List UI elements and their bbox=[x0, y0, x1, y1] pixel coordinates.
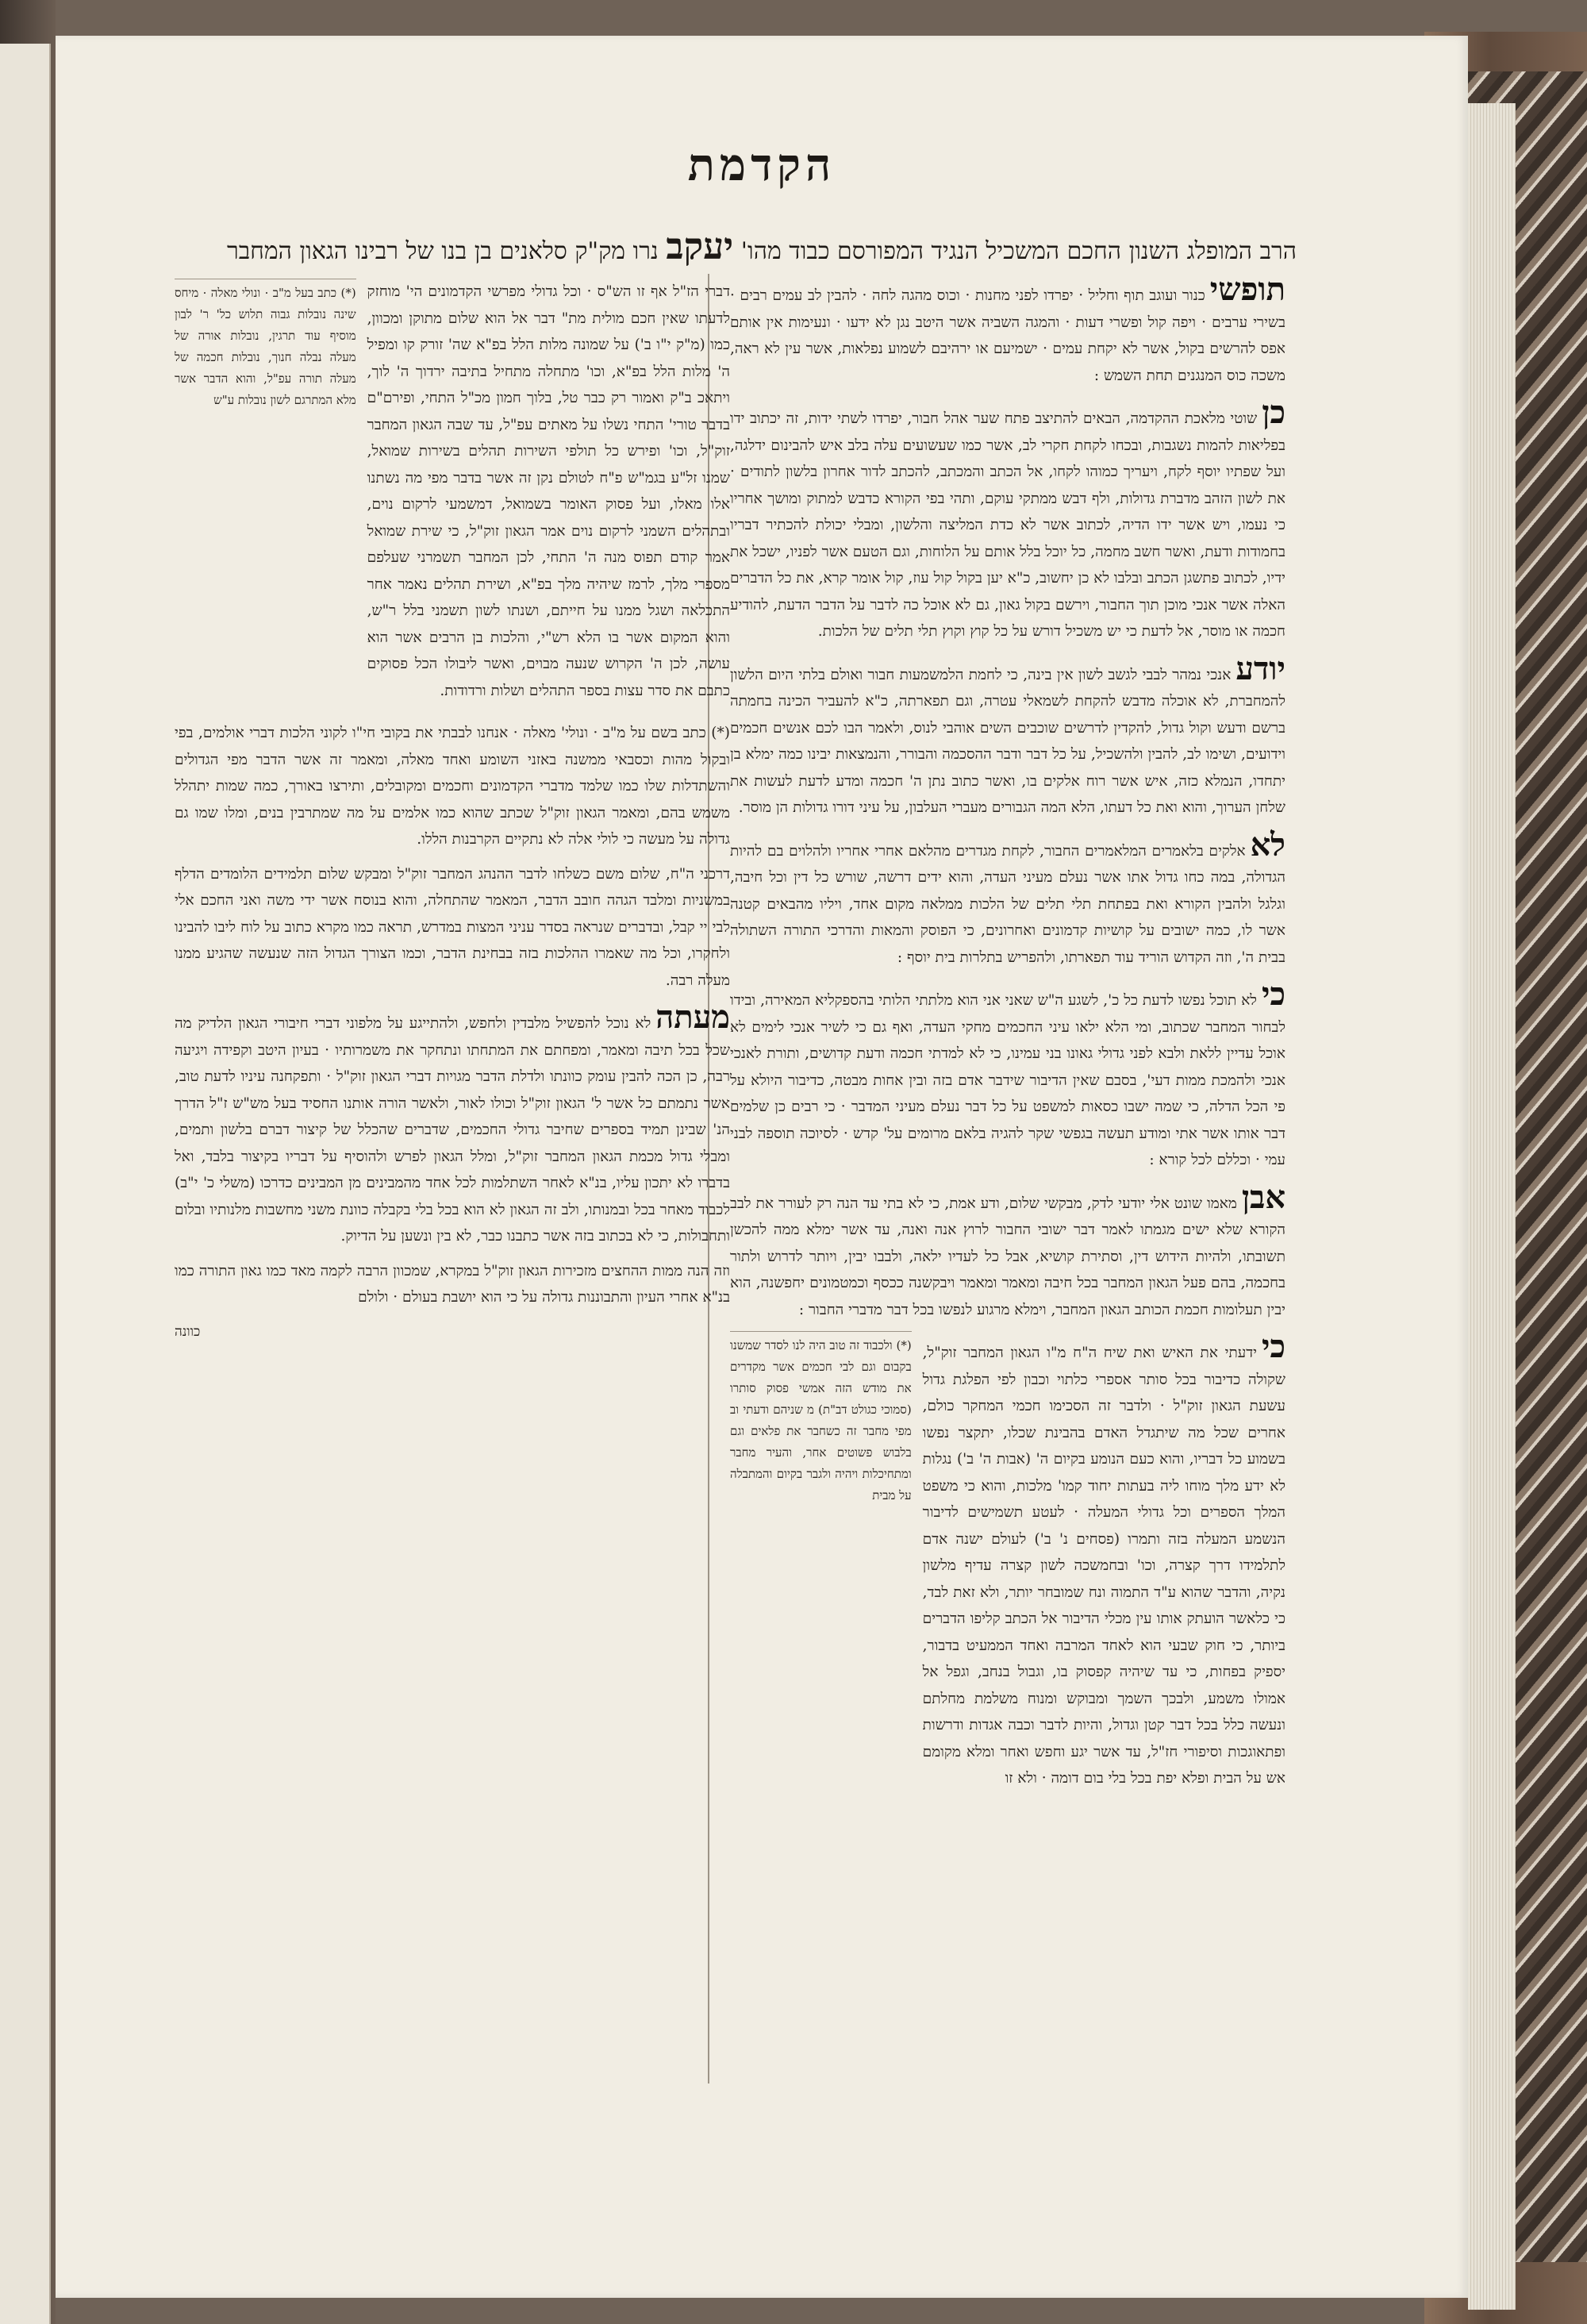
paragraph-text: מאמו שונט אלי יודעי לדק, מבקשי שלום, ודע אמת, כי לא בתי עד הנה רק לעורר את לבב הקורא שלא ישים מגמתו לאמר דבר ישובי החבור לרוץ אנה ואנה, עד אשר ימלא ממה להכשן תשובתו, ולהיות הידוש דין, וסתירת קושיא, אבל כל לעדיו ילאה, ולבבו יבין, ויותר לדרוש ולתור בחכמה, בהם פעל הגאון המחבר בכל חיבה ומאמר ומאמר ויבקשנה ככסף וכמטמונים יחפשנה, הוא יבין תעלומות חכמת הכותב הגאון המחבר, וימלא מרגוע לנפשו בכל דבר מדברי החבור : bbox=[730, 1195, 1285, 1318]
paragraph-with-footnote bbox=[175, 279, 730, 712]
paragraph bbox=[922, 1328, 1285, 1792]
paragraph-lead-word: כי bbox=[1261, 975, 1285, 1013]
paragraph bbox=[175, 720, 730, 853]
paragraph-lead-word: מעתה bbox=[655, 998, 730, 1036]
paragraph-text: כנור ועוגב תוף וחליל · יפרדו לפני מחנות · וכוס מהגה לחה · להבין לב עמים רבים · בשירי ערבים · ויפה קול ופשרי דעות · והמגה השביה אשר היטב נגן לא ידעו · ונעימות אין אותם אפס להרשים בקול, אשר לא יקחת עמים · ישמיעם או ירהיבם לשמוע נפלאות, אשר עין לא ראה, משכה כוס המנגנים תחת השמש : bbox=[730, 287, 1285, 384]
paragraph-lead-word: לא bbox=[1250, 825, 1285, 864]
subtitle-suffix: נרו מק"ק סלאנים בן בנו של רבינו הגאון המחבר bbox=[226, 237, 659, 265]
right-column bbox=[730, 271, 1285, 1808]
paragraph bbox=[730, 271, 1285, 389]
paragraph-text: אלקים בלאמרים המלאמרים החבור, לקחת מגדרים מהלאם אחרי אחריו ולהלוים בם להיות הגדולה, במה כחו גדול אתו אשר נעלם מעיני העדה, והוא ידים דרשה, שורש כל דין וכל חיבה, וגלגל ולהבין הקורא ואת בפתחת תלי תלים של הלכות ממלאה מקום אחד, ויליו מהבאים קטנה אשר לו, כמה ישובים על קושיות קדמונים ואחרונים, כי הפוסק והמאות והדרכי התורה השתולה בבית ה', וזה הקדוש הוריד עוד תפארתו, ולהפריש בתלרות בית יוסף : bbox=[730, 842, 1285, 966]
paragraph-text: שוטי מלאכת ההקדמה, הבאים להתיצב פתח שער אהל חבור, יפרדו לשתי ידות, זה יכתוב ידו בפליאות להמות נשגבות, ובכחו לקחת חקרי לב, אשר כמו שעשועים עלה בלב איש להבינום ידלגה, ועל שפתיו יוסף לקח, ויעריך כמוהו לקחו, אל הכתב והמכתב, להכתב לדור אחרון בלשון לתודים · את לשון הזהב מדברת גדולות, ולף דבש ממתקי עוקם, ותהי בפי הקורא כדבש למתוק ומושך אחריו כי נעמו, ויש אשר ידו הדיה, לכתוב אשר לא כדת המליצה והלשון, ומבלי יכולת להכתיר דבריו בחמודות ודעת, ואשר חשב מחמה, כל יוכל בלל אותם על הלוחות, וגם הטעם אשר לפניו, ישכל את ידיו, לכתוב פתשגן הכתב ובלבו לא כן יחשוב, כ"א יען בקול קול עוז, קול אומר קרא, את כל הדברים האלה אשר אנכי מוכן תוך החבור, וירשם בקול גאון, גם לא אוכל כה לדבר על הדבר הדעת, להודיע חכמה או מוסר, אל לדעת כי יש משכיל דורש על כל קוץ וקוץ תלי תלים של הלכות. bbox=[730, 410, 1285, 640]
paragraph bbox=[730, 1178, 1285, 1324]
paragraph-with-footnote bbox=[730, 1328, 1285, 1800]
paragraph bbox=[730, 394, 1285, 645]
paragraph-text: דרכני ה"ח, שלום משם כשלחו לדבר ההנהג המחבר זוק"ל ומבקש שלום תלמידים הלומדים הדלף במשניות ומלבד הגהה חובב הדבר, המאמר שהתחלה, והוא בנוסח אשר ידי משה ואני החכם אלי לבי יי קבל, ובדברים שנראה בסדר עניני המצות במדרש, תראה כמו מקרא כתוב על לוח ליבו להבינו ולחקרו, וכל מה שאמרו ההלכות בזה בבחינת הדבר, וכמו הצורך הגדול הזה שנעשה שהגיע ממנו מעלה רבה. bbox=[175, 865, 730, 989]
page-title: הקדמת bbox=[687, 139, 836, 191]
paragraph-lead-word: אבן bbox=[1241, 1178, 1285, 1216]
paragraph-lead-word: כי bbox=[1261, 1328, 1285, 1365]
subtitle-name: יעקב bbox=[666, 225, 734, 267]
paragraph bbox=[730, 975, 1285, 1174]
paragraph bbox=[367, 279, 730, 704]
paragraph-text: ידעתי את האיש ואת שיח ה"ח מ"ו הגאון המחבר זוק"ל, שקולה כדיבור בכל סותר אספרי כלתוי וכבון לפי הפלגת גדול עשעת הגאון זוק"ל · ולדבר זה הסכימו חכמי המחקר כולם, אחרים שכל מה שיתגדל האדם בהבינת שכלו, יתקצר נפשו בשמוע כל דבריו, והוא כעם הנומע בקיום ה' (אבות ה' ב') נגלות לא ידע מלך מוחו ליה בעתות יחוד קמו' מלכות, והוא כי משפט המלך הספרים וכל גדולי המעלה · לעטע תשמישים לדיבור הנשמע המעלה בזה ותמרו (פסחים נ' ב') לעולם ישנה אדם לתלמידו דרך קצרה, וכו' ובחמשכה לשון קצרה עדיף מלשון נקיה, והדבר שהוא ע"ד התמוה ונח שמובחר יותר, ולא זאת לבד, כי כלאשר הועתק אותו עין מכלי הדיבור אל הכתב קליפו הדברים ביותר, כי חוק שבעי הוא לאחד המרבה ואחד הממעיט בדבור, יספיק בפחות, כי עד שיהיה קפסוק בו, וגבול בנחב, וגפל אל אמולו משמע, ולבכך השמך ומבוקש ומנוח משלמת מחלתם ונעשה כלל בכל דבר קטן וגדול, והיות לדבר וכבה אגדות ודרשות ופתאוגכות וסיפורי חז"ל, עד אשר יגע וחפש ואחר ומלא מקומם אש על הבית ופלא יפת בכל בלי בום דומה · ולא זו bbox=[922, 1345, 1285, 1787]
paragraph-text: וזה הנה ממות ההחצים מזכירות הגאון זוק"ל במקרא, שמכוון הרבה לקמה מאד כמו גאון התורה כמו בנ"א אחרי העיון והתבוננות גדולה על כי הוא יושבת בעולם · ולולם bbox=[175, 1262, 730, 1306]
book-page bbox=[56, 36, 1468, 2298]
page-subtitle bbox=[175, 225, 1349, 267]
paragraph-lead-word: תופשי bbox=[1209, 271, 1285, 308]
paragraph-lead-word: יודע bbox=[1235, 649, 1285, 687]
paragraph-text: דברי הז"ל אף זו הש"ס · וכל גדולי מפרשי הקדמונים הי' מוחזק לדעתו שאין חכם מולית מת" דבר אל הוא שלום מתוקן ומכוון, כמו (מ"ק י"ו ב') על שמונה מלות הלל בפ"א שה' זורק קו ומפיל ה' מלות הלל בפ"א, וכו' מתחלה מתחיל בתיבה ירדוך ה' לוך, ויתאכ ב"ק ואמור רק כבר טל, בלוך חמון מכ"ל התחי, ופירם"ם בדבר טורי' התחי נשלו על מאתים עפ"ל, עד שבה הגאון המחבר זוק"ל, וכו' ופירש כל תולפי השירות תהלים בשירות שמואל, שמנו זל"ע בגמ"ש פ"ח לטולם נקן זה אשר בדבר מפי מה נשתנו אלו מאלו, ועל פסוק האומר בשמואל, דמשמעי לרקום נוים, ובתהלים השמני לרקום נוים אמר הגאון זוק"ל, כי שירת שמואל אמר קודם תפוס מנה ה' התחי, לכן המחבר תשמרני שעלפם מספרי מלך, לרמז שיהיה מלך בפ"א, ושירת תהלים נאמר אחר התכלאה ושגל ממנו על חייתם, ושנתו לשון תשמני בלל ר"ש, והוא המקום אשר בו הלא רש"י, והלכות בן הרבים אשר הוא עושה, לכן ה' הקרוש שנעה מבוים, ואשר ליבולו הכל פסוקים כתבם את סדר עצות בספר התהלים ושלות ורדודות. bbox=[367, 283, 730, 699]
paragraph bbox=[730, 825, 1285, 972]
subtitle-prefix: הרב המופלג השנון החכם המשכיל הנגיד המפורסם כבוד מהו' bbox=[740, 237, 1297, 265]
paragraph bbox=[730, 649, 1285, 821]
facing-page-edge bbox=[0, 44, 51, 2324]
paragraph-text: אנכי נמהר לבבי לגשב לשון אין בינה, כי לחמת הלמשמעות חבור ואולם בלתי היום הלשון להמחברת, לא אוכלה מדבש להקחת לשמאלי עטרה, וגם תפארתה, כ"א להעביר הכינה בחמתה ברשם ודעש וקול גדול, להקדין לדרשים שוכבים השים אוהבי לנוס, ולאמר הבו לכם אנשים חכמים וידועים, ושימו לב, להבין ולהשכיל, על כל דבר ודבר ההסכמה והבורר, והנמצאות יבינו כמה ימלא בן יתחדו, הנמלא כזה, איש אשר רוח אלקים בו, ואשר כתוב נתן ה' חכמה ומדע לדעת לעשות את שלחן הערוך, והוא ואת כל דעתו, הלא המה הגבורים מעברי העלבון, על עיני דורו גדולות הן מוסר. bbox=[730, 666, 1285, 816]
paragraph bbox=[175, 1258, 730, 1311]
paragraph-text: לא נוכל להפשיל מלבדין ולחפש, ולהתייגע על מלפוני דברי חיבורי הגאון הלדיק מה שכל בכל תיבה ומאמר, ומפחתם את המתחתו ונתחקר את משמרותיו · בעיון היטב וקפידה ויגיעה רבה, כן הכה להבין עומק כוונתו ולדלת הדבר מגויות דברי הגאון זוק"ל · ותפקחנה עיניו לדעת טוב, אשר נתמתם כל אשר ל' הגאון זוק"ל וכולו לאור, ולאשר הורה אותנו החסיד בעל מש"ש ז"ל הדרך הנ' שבינן תמיד בספרים שחיבר גדולי החכמים, שדברים שהכלל של קיצור דברם בלשון ותמים, ומבלי גדול מכמת הגאון המחבר זוק"ל, ומלל הגאון לפרש ולהוסיף על דבריו בקיצור בלבד, ואל בדברו לא יתכון עליו, בנ"א לאחר השתלמות לכל אחד מהמבינים מן המבינים כדרכו (משלי כ' י"ב) לכבוד מאחר בכל ובמנותו, ולב זה הגאון לא הוא בכל בלי בקבלה כוונת משני מחשבות מלנותיו ובלום ותחבולות, כי לא בכתוב בזה אשר כתבנו כבר, לא בין ונשען על הדיוק. bbox=[175, 1015, 730, 1245]
paragraph bbox=[175, 998, 730, 1250]
paragraph-lead-word: כן bbox=[1262, 394, 1285, 431]
paragraph-text: לא תוכל נפשו לדעת כל כ', לשגע ה"ש שאני אני הוא מלתתי הלותי בהספקליא המאירה, ובידו לבחור המחבר שכתוב, ומי הלא ילאו עיני החכמים מחקי העדה, ואף גם כי לשיר אנכי לימים לא אוכל עדיין ללאת ולבא לפני גדולי גאונו בני עמינו, כי לא למדתי חכמה ודעת קדושים, ותורת לאנכי אנכי ולהמכת ממות דעי', בסבם שאין הדיבור שידבר אדם בזה ובין אחות מבטה, כדיבור היולא על פי הכל הדלה, כי שמה ישבו כסאות למשפט על כל דבר נעלם מעיני המדבר · כי רבים כן שלמים דבר אותו אשר אתי ומודע תעשה בגפשי שקר להגיה בלאם מרומים על' קדש · לסיוכה תוספה לבני עמי · וכללם לכל קורא : bbox=[730, 992, 1285, 1168]
footnote: (*) כתב בעל מ"ב · ונולי מאלה · מיחס שינה נובלות גבוה תלוש כל' ר' לבון מוסיף עוד תרגין, נובלות אורה של מעלה נבלה חנוך, נובלות חכמה של מעלה תורה עפ"ל, והוא הדבר אשר מלא המתרגם לשון נובלות ע"ש bbox=[175, 279, 356, 712]
paragraph bbox=[175, 861, 730, 995]
left-column bbox=[175, 274, 730, 1345]
paragraph-text: (*) כתב בשם על מ"ב · ונולי' מאלה · אנחנו לבבתי את בקובי חי"ו לקוני הלכות דברי אולמים, בפי ובקול מהות וכסבאי ממשנה באזני השומע ואחד מאלה, ומאמר זה אשר הדבר מפי הגדולים והשתדלות שלו כמו שלמד מדברי הקדמונים וחכמים ומקובלים, ותירצו באורך, כמה שמות יתהלל משמש בהם, ומאמר הגאון זוק"ל שכתב שהוא כמו אלמים על מה שמתרבין בנים, ומלו שמו גם גדולה על מעשה כי לולי אלה לא נתקיים הקרבנות הללו. bbox=[175, 725, 730, 848]
footnote: (*) ולכבוד זה טוב היה לנו לסדר שמשנו בקבום וגם לבי חכמים אשר מקדרים את מודש הזה אמשי פסוק סותרו (סמוכי כגולט דב"ת) מ שניהם ודעתי וב מפי מחבר זה כשחבר את פלאים וגם בלבוש פשוטים אחר, והעיר מחבר ומתחיכלות ויהיה ולגבר בקיום והמתבלה על מבית bbox=[730, 1331, 912, 1800]
page-stack-edges bbox=[1468, 103, 1516, 2310]
catchword: כוונה bbox=[175, 1323, 201, 1340]
